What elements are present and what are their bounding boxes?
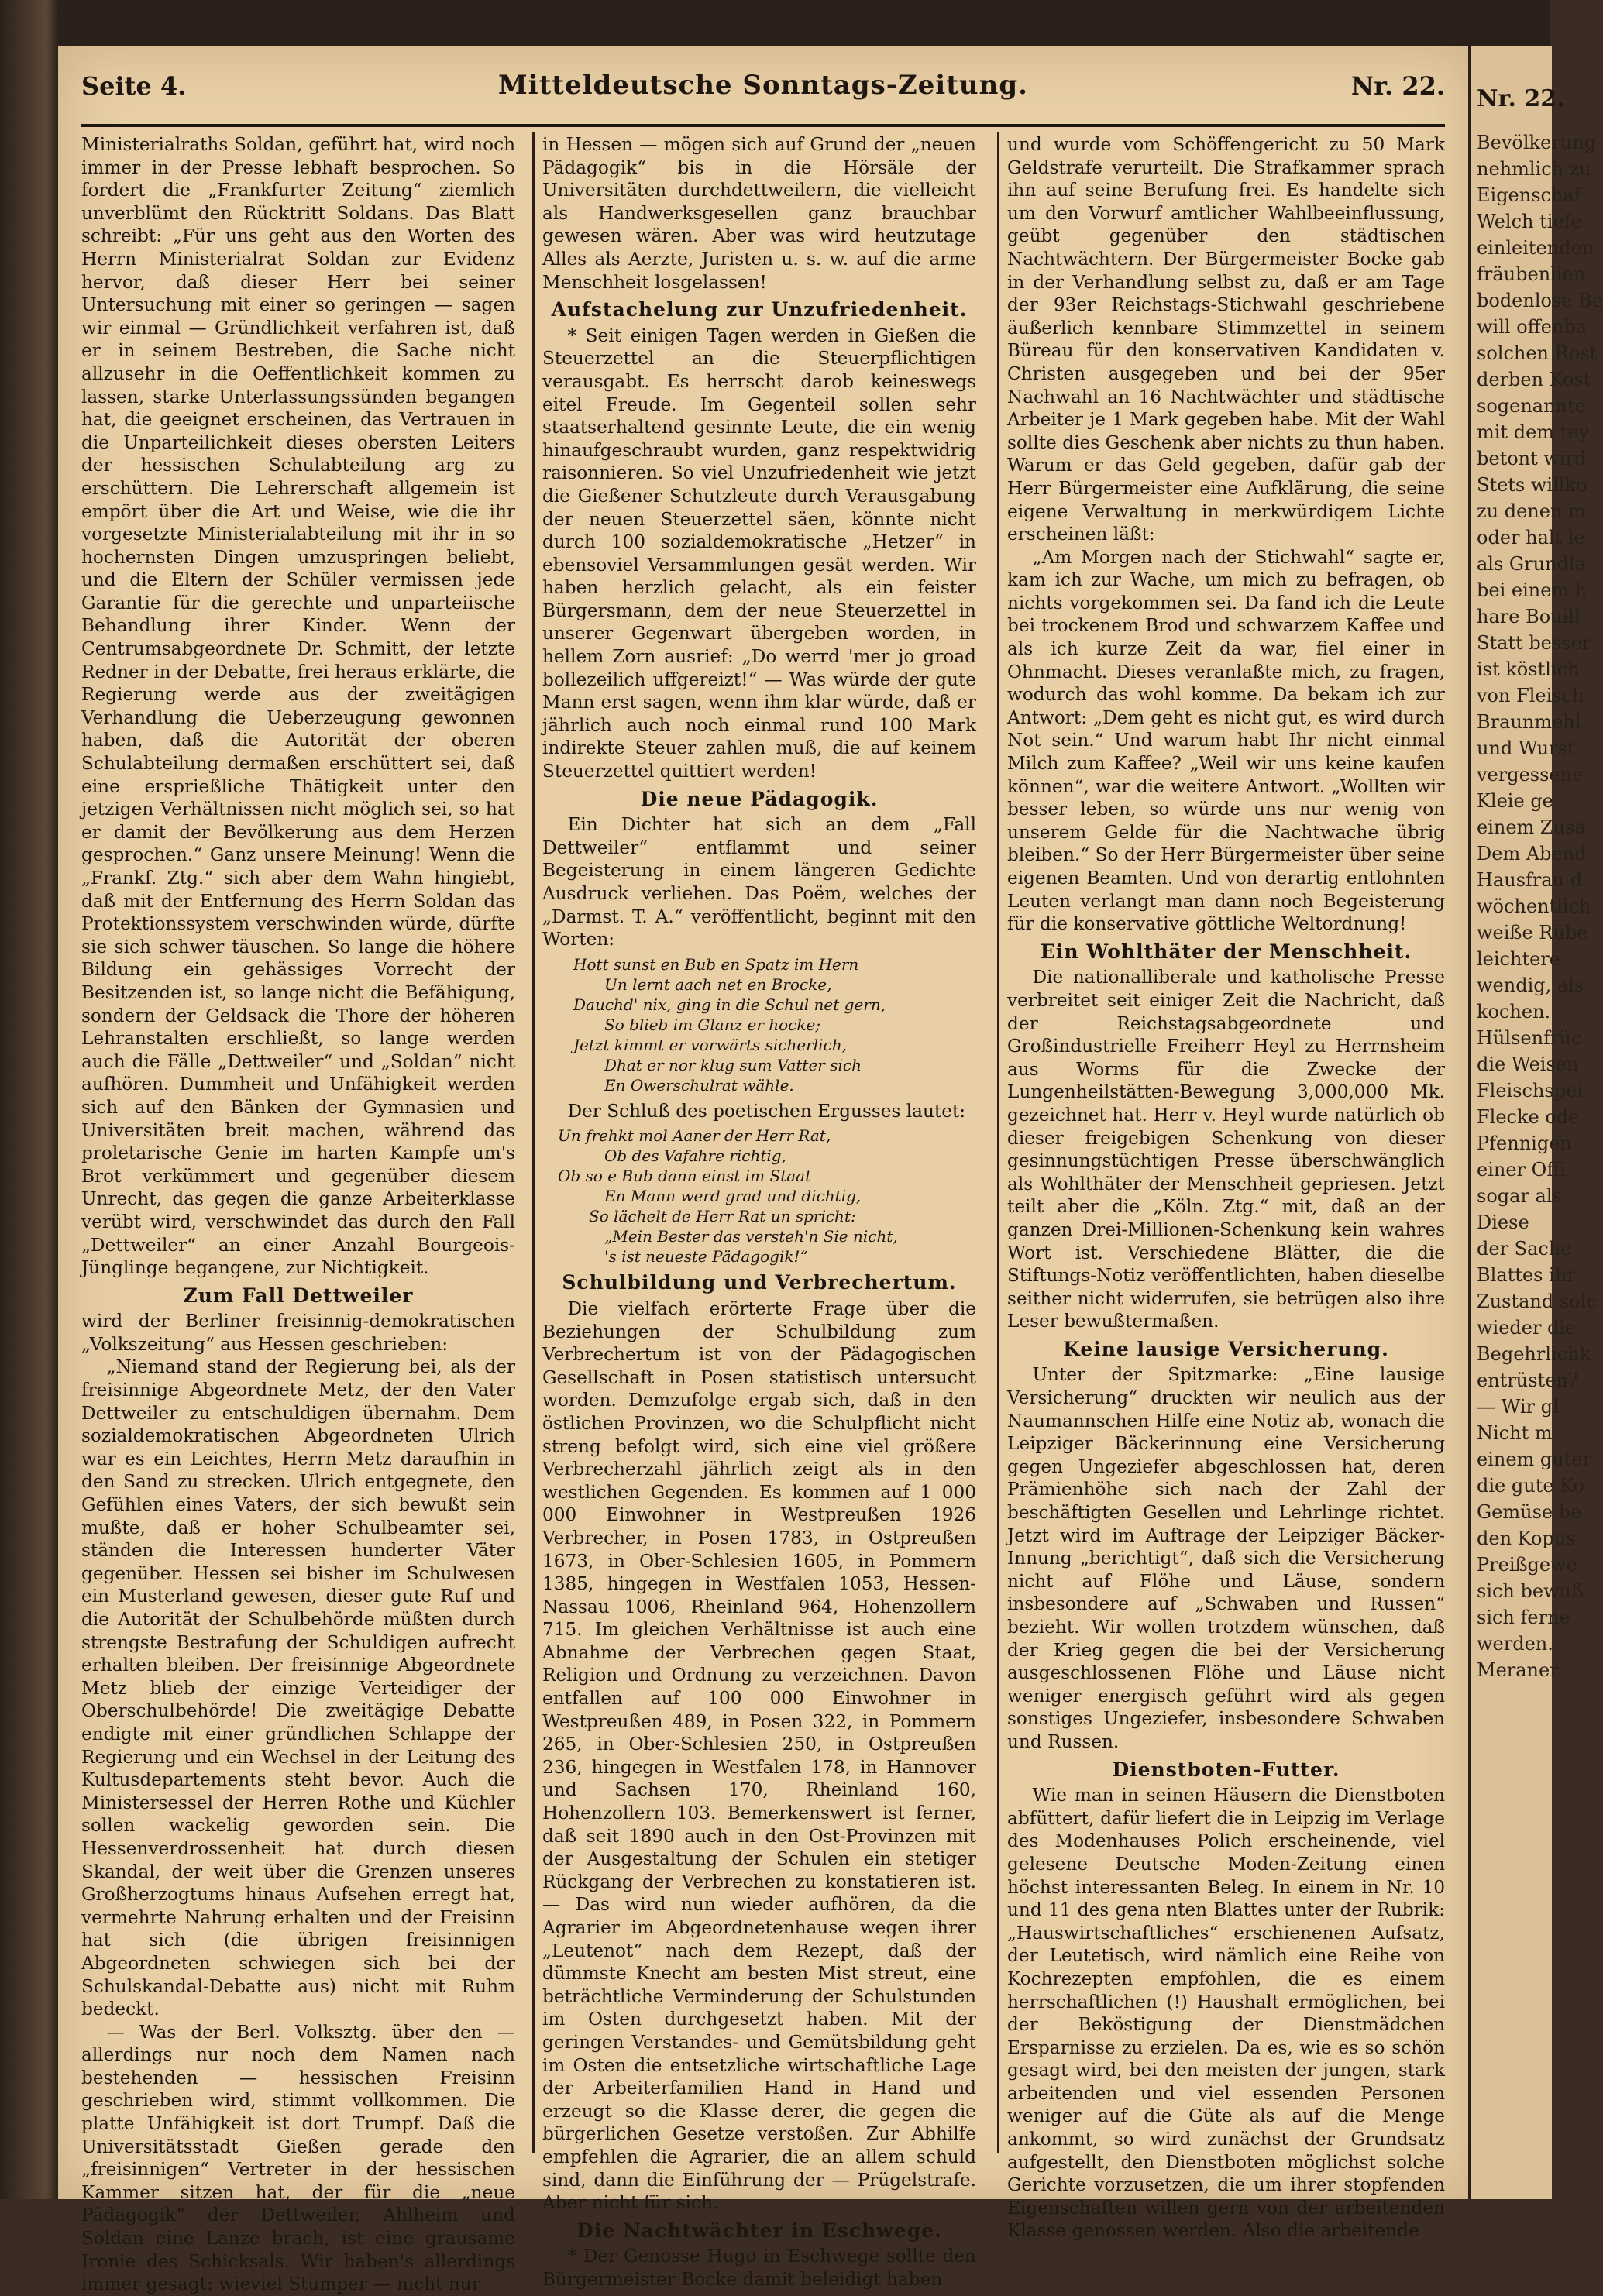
adjacent-page-line: Pfennigen — [1477, 1133, 1572, 1154]
adjacent-page-line: der Sache — [1477, 1238, 1572, 1260]
adjacent-page-line: sich bewuß — [1477, 1580, 1584, 1602]
adjacent-page-line: wendig, als — [1477, 974, 1584, 996]
adjacent-page-line: wieder die — [1477, 1317, 1577, 1339]
adjacent-page-line: Braunmehl — [1477, 711, 1581, 733]
column-1 — [81, 133, 515, 2295]
adjacent-page-edge — [1468, 46, 1603, 2199]
column-3 — [1007, 133, 1445, 2242]
article-paragraph: „Am Morgen nach der Stichwahl“ sagte er, kam ich zur Wache, um mich zu befragen, ob nichts vorgekommen sei. Da fand ich die Leute bei trockenem Brod und schwarzem Kaffee und als ich kurze Zeit da war, fiel einer in Ohnmacht. Dieses veranlaßte mich, zu fragen, wodurch das wohl komme. Da bekam ich zur Antwort: „Dem geht es nicht gut, es wird durch Not sein.“ Und warum habt Ihr nicht einmal Milch zum Kaffee? „Weil wir uns keine kaufen können“, war die weitere Antwort. „Wollten wir besser leben, so würde uns nur wenig von unserem Gelde für die Nachtwache übrig bleiben.“ So der Herr Bürgermeister über seine eigenen Beamten. Und von derartig entlohnten Leuten verlangt man dann noch Begeisterung für die konservative göttliche Weltordnung! — [1007, 546, 1445, 935]
page-number: Seite 4. — [81, 71, 187, 101]
adjacent-page-line: entrüsten? — [1477, 1370, 1578, 1391]
adjacent-page-line: die gute Ko — [1477, 1475, 1584, 1497]
article-heading: Zum Fall Dettweiler — [183, 1284, 414, 1307]
adjacent-page-line: zu denen m — [1477, 500, 1586, 522]
adjacent-page-line: sich ferne — [1477, 1607, 1570, 1628]
article-paragraph: Die nationalliberale und katholische Presse verbreitet seit einiger Zeit die Nachricht, daß der Reichstagsabgeordnete und Großindustrielle Freiherr Heyl zu Herrnsheim aus Worms für die Zwecke der Lungenheilstätten-Bewegung 3,000,000 Mk. gezeichnet hat. Herr v. Heyl wurde natürlich ob dieser freigebigen Schenkung von dieser gesinnungstüchtigen Presse überschwänglich als Wohlthäter der Menschheit gepriesen. Jetzt teilt aber die „Köln. Ztg.“ mit, daß an der ganzen Drei-Millionen-Schenkung kein wahres Wort ist. Verschiedene Blätter, die die Stiftungs-Notiz veröffentlichten, haben dieselbe seither nicht widerrufen, sie betrügen also ihre Leser bewußtermaßen. — [1007, 967, 1445, 1332]
adjacent-page-line: kochen. — [1477, 1001, 1551, 1023]
article-heading: Keine lausige Versicherung. — [1063, 1337, 1389, 1360]
adjacent-page-line: oder halt le — [1477, 527, 1585, 548]
adjacent-page-line: derben Kost — [1477, 369, 1591, 390]
adjacent-page-line: leichtere — [1477, 948, 1560, 970]
article-heading: Die neue Pädagogik. — [640, 787, 879, 810]
adjacent-page-line: solchen Rost — [1477, 342, 1598, 364]
adjacent-page-line: Nicht m — [1477, 1422, 1553, 1444]
adjacent-page-line: will offenba — [1477, 316, 1588, 338]
poem-line: Dauchd' nix, ging in die Schul net gern, — [573, 995, 886, 1014]
adjacent-page-line: Hausfrau d — [1477, 869, 1583, 891]
adjacent-page-line: betont wird — [1477, 448, 1587, 469]
poem-line: En Owerschulrat wähle. — [604, 1075, 794, 1095]
adjacent-page-line: — Wir gl — [1477, 1396, 1559, 1418]
adjacent-page-line: Gemüse be — [1477, 1501, 1582, 1523]
adjacent-page-number: Nr. 22. — [1477, 85, 1565, 112]
adjacent-page-line: Hülsenfrüc — [1477, 1027, 1582, 1049]
newspaper-title: Mitteldeutsche Sonntags-Zeitung. — [498, 70, 1028, 101]
poem-line: Ob so e Bub dann einst im Staat — [558, 1167, 812, 1186]
adjacent-page-line: Preißgewe — [1477, 1554, 1577, 1576]
adjacent-page-line: Bevölkerung — [1477, 132, 1597, 153]
adjacent-page-line: Zustand solc — [1477, 1291, 1597, 1312]
adjacent-page-line: den Kopus — [1477, 1528, 1576, 1549]
poem-line: So blieb im Glanz er hocke; — [604, 1015, 821, 1034]
adjacent-page-line: die Weisen — [1477, 1053, 1579, 1075]
column-rule — [997, 132, 999, 2153]
adjacent-page-line: fräubenlien — [1477, 263, 1586, 285]
adjacent-page-line: und Wurst — [1477, 737, 1575, 759]
adjacent-page-line: sogenannte — [1477, 395, 1586, 417]
poem-line: Dhat er nor klug sum Vatter sich — [604, 1055, 862, 1074]
adjacent-page-line: als Grundla — [1477, 553, 1586, 575]
adjacent-page-line: Stets willko — [1477, 474, 1588, 496]
header-rule — [81, 124, 1445, 127]
poem-line: So lächelt de Herr Rat un spricht: — [589, 1207, 856, 1226]
article-paragraph: und wurde vom Schöffengericht zu 50 Mark Geldstrafe verurteilt. Die Strafkammer sprach ihn auf seine Berufung frei. Es handelte sich um den Vorwurf amtlicher Wahlbeeinflussung, geübt gegenüber den städtischen Nachtwächtern. Der Bürgermeister Bocke gab in der Verhandlung selbst zu, daß er am Tage der 93er Reichstags-Stichwahl geschriebene äußerlich kennbare Stimmzettel in seinem Büreau für den konservativen Kandidaten v. Christen ausgegeben und bei der 95er Nachwahl an 16 Nachtwächter und städtische Arbeiter je 1 Mark gegeben habe. Mit der Wahl sollte dies Geschenk aber nichts zu thun haben. Warum er das Geld gegeben, dafür gab der Herr Bürgermeister eine Aufklärung, die seine eigene Verwaltung in merkwürdigem Lichte erscheinen läßt: — [1007, 134, 1445, 545]
article-paragraph: Der Schluß des poetischen Ergusses lautet: — [567, 1100, 966, 1122]
poem-stanza — [542, 954, 976, 1095]
article-paragraph: Ministerialraths Soldan, geführt hat, wird noch immer in der Presse lebhaft besprochen. So fordert die „Frankfurter Zeitung“ ziemlich unverblümt den Rücktritt Soldans. Das Blatt schreibt: „Für uns geht aus den Worten des Herrn Ministerialrat Soldan zur Evidenz hervor, daß dieser Herr bei seiner Untersuchung mit einer so geringen — sagen wir einmal — Gründlichkeit verfahren ist, daß er in seinem Bestreben, die Sache nicht allzusehr in die Oeffentlichkeit kommen zu lassen, starke Unterlassungssünden begangen hat, die geeignet erscheinen, das Vertrauen in die Unparteilichkeit dieses obersten Leiters der hessischen Schulabteilung arg zu erschüttern. Die Lehrerschaft allgemein ist empört über die Art und Weise, wie die ihr vorgesetzte Ministerialabteilung mit ihr in so hochernsten Dingen umzuspringen beliebt, und die Eltern der Schüler vermissen jede Garantie für die gerechte und unparteiische Behandlung ihrer Kinder. Wenn der Centrumsabgeordnete Dr. Schmitt, der letzte Redner in der Debatte, frei heraus erklärte, die Regierung werde aus der zweitägigen Verhandlung die Ueberzeugung gewonnen haben, daß die Autorität der oberen Schulabteilung dermaßen erschüttert sei, daß eine ersprießliche Thätigkeit unter den jetzigen Verhältnissen nicht möglich sei, so hat er damit der Bevölkerung aus dem Herzen gesprochen.“ Ganz unsere Meinung! Wenn die „Frankf. Ztg.“ sich aber dem Wahn hingiebt, daß mit der Entfernung des Herrn Soldan das Protektionssystem verschwinden würde, dürfte sie sich schwer täuschen. So lange die höhere Bildung ein gehässiges Vorrecht der Besitzenden ist, so lange nicht die Befähigung, sondern der Geldsack die Thore der höheren Lehranstalten erschließt, so lange werden auch die Fälle „Dettweiler“ und „Soldan“ nicht aufhören. Dummheit und Unfähigkeit werden sich auf den Bänken der Gymnasien und Universitäten breit machen, während das proletarische Genie im harten Kampfe um's Brot verkümmert und gegenüber diesem Unrecht, das gegen die ganze Arbeiterklasse verübt wird, verschwindet das durch den Fall „Dettweiler“ an einer Anzahl Bourgeois-Jünglinge begangene, zur Nichtigkeit. — [81, 134, 515, 1279]
adjacent-page-line: mit dem tey — [1477, 421, 1590, 443]
article-paragraph: in Hessen — mögen sich auf Grund der „neuen Pädagogik“ bis in die Hörsäle der Universitäten durchdettweilern, die vielleicht als Handwerksgesellen ganz brauchbar gewesen wären. Aber was wird heutzutage Alles als Aerzte, Juristen u. s. w. auf die arme Menschheit losgelassen! — [542, 134, 976, 293]
article-paragraph: wird der Berliner freisinnig-demokratischen „Volkszeitung“ aus Hessen geschrieben: — [81, 1311, 515, 1355]
article-paragraph: Unter der Spitzmarke: „Eine lausige Versicherung“ druckten wir neulich aus der Naumannschen Hilfe eine Notiz ab, wonach die Leipziger Bäckerinnung eine Versicherung gegen Ungeziefer abgeschlossen hat, deren Prämienhöhe sich nach der Zahl der beschäftigten Gesellen und Lehrlinge richtet. Jetzt wird im Auftrage der Leipziger Bäcker-Innung „berichtigt“, daß sich die Versicherung nicht auf Flöhe und Läuse, sondern insbesondere auf „Schwaben und Russen“ bezieht. Wir wollen trotzdem wünschen, daß der Krieg gegen die bei der Versicherung ausgeschlossenen Flöhe und Läuse nicht weniger energisch geführt wird als gegen sonstiges Ungeziefer, insbesondere Schwaben und Russen. — [1007, 1364, 1445, 1752]
issue-number: Nr. 22. — [1350, 71, 1445, 101]
poem-line: Hott sunst en Bub en Spatz im Hern — [573, 954, 859, 974]
adjacent-page-line: Diese — [1477, 1212, 1529, 1233]
article-heading: Schulbildung und Verbrechertum. — [562, 1271, 957, 1294]
masthead — [81, 62, 1445, 108]
article-paragraph: „Niemand stand der Regierung bei, als der freisinnige Abgeordnete Metz, der den Vater Dettweiler zu entschuldigen übernahm. Dem sozialdemokratischen Abgeordneten Ulrich war es ein Leichtes, Herrn Metz daraufhin in den Sand zu strecken. Ulrich entgegnete, den Gefühlen eines Vaters, der sich bewußt sein mußte, daß er hoher Schulbeamter sei, ständen die Interessen hunderter Väter gegenüber. Hessen sei bisher im Schulwesen ein Musterland gewesen, dieser gute Ruf und die Autorität der Schulbehörde müßten durch strengste Bestrafung der Schuldigen aufrecht erhalten bleiben. Der freisinnige Abgeordnete Metz blieb der einzige Verteidiger der Oberschulbehörde! Die zweitägige Debatte endigte mit einer gründlichen Schlappe der Regierung und ein Wechsel in der Leitung des Kultusdepartements steht bevor. Auch die Ministersessel der Herren Rothe und Küchler sollen wackelig geworden sein. Die Hessenverdrossenheit hat durch diesen Skandal, der weit über die Grenzen unseres Großherzogtums hinaus Aufsehen erregt hat, vermehrte Nahrung erhalten und der Freisinn hat sich (die übrigen freisinnigen Abgeordneten schwiegen sich bei der Schulskandal-Debatte aus) nicht mit Ruhm bedeckt. — [81, 1356, 515, 2020]
adjacent-page-line: Statt besser — [1477, 632, 1591, 654]
adjacent-page-line: von Fleisch — [1477, 685, 1584, 706]
article-heading: Dienstboten-Futter. — [1112, 1758, 1340, 1781]
article-paragraph: Wie man in seinen Häusern die Dienstboten abfüttert, dafür liefert die in Leipzig im Verlage des Modenhauses Polich erscheinende, viel gelesene Deutsche Moden-Zeitung einen höchst interessanten Beleg. In einem in Nr. 10 und 11 des gena nten Blattes unter der Rubrik: „Hauswirtschaftliches“ erschienenen Aufsatz, der Leutetisch, wird nämlich eine Reihe von Kochrezepten empfohlen, die es einem herrschaftlichen (!) Haushalt ermöglichen, bei der Beköstigung der Dienstmädchen Ersparnisse zu erzielen. Da es, wie es so schön gesagt wird, bei den meisten der jungen, stark arbeitenden und viel essenden Personen weniger auf die Güte als auf die Menge ankommt, so wird zunächst der Grundsatz aufgestellt, den Dienstboten möglichst solche Gerichte vorzusetzen, die um ihrer stopfenden Eigenschaften willen gern von der arbeitenden Klasse genossen werden. Also die arbeitende — [1007, 1785, 1445, 2242]
adjacent-page-line: hare Bouill — [1477, 606, 1581, 627]
adjacent-page-line: Meraner — [1477, 1659, 1559, 1681]
adjacent-page-line: Welch tiefe — [1477, 211, 1582, 232]
adjacent-page-line: Blattes ihr — [1477, 1264, 1576, 1286]
adjacent-page-line: sogar als — [1477, 1185, 1562, 1207]
adjacent-page-line: einleitenden — [1477, 237, 1594, 259]
column-2 — [542, 133, 976, 2290]
adjacent-page-line: Flecke ode — [1477, 1106, 1580, 1128]
adjacent-page-line: nehmlich zu — [1477, 158, 1591, 180]
adjacent-page-line: Eigenschaf — [1477, 184, 1581, 206]
article-paragraph: * Seit einigen Tagen werden in Gießen die Steuerzettel an die Steuerpflichtigen verausgabt. Es herrscht darob keineswegs eitel Freude. Im Gegenteil sollen sehr staatserhaltend gesinnte Leute, die ein wenig hinaufgeschraubt wurden, ganz respektwidrig raisonnieren. So viel Unzufriedenheit wie jetzt die Gießener Schutzleute durch Verausgabung der neuen Steuerzettel säen, könnte nicht durch 100 sozialdemokratische „Hetzer“ in ebensoviel Versammlungen gesät werden. Wir haben herzlich gelacht, als ein feister Bürgersmann, dem der neue Steuerzettel in unserer Gegenwart übergeben worden, in hellem Zorn ausrief: „Do werrd 'mer jo groad bollezeilich uffgereizt!“ — Was würde der gute Mann erst sagen, wenn ihm klar würde, daß er jährlich auch noch einmal rund 100 Mark indirekte Steuer zahlen muß, die auf keinem Steuerzettel quittiert werden! — [542, 325, 976, 782]
adjacent-page-line: bei einem h — [1477, 579, 1588, 601]
adjacent-page-line: wöchentlich — [1477, 895, 1591, 917]
poem-line: „Mein Bester das versteh'n Sie nicht, — [604, 1227, 898, 1246]
adjacent-page-line: einer Offi — [1477, 1159, 1567, 1181]
adjacent-page-line: Kleie ge — [1477, 790, 1553, 812]
article-heading: Die Nachtwächter in Eschwege. — [576, 2219, 942, 2242]
adjacent-page-line: werden. — [1477, 1633, 1553, 1655]
adjacent-page-line: einem Zusa — [1477, 816, 1586, 838]
article-heading: Aufstachelung zur Unzufriedenheit. — [551, 298, 968, 321]
adjacent-page-line: ist köstlich — [1477, 658, 1580, 680]
poem-line: Un frehkt mol Aaner der Herr Rat, — [558, 1126, 831, 1146]
adjacent-page-line: einem guter — [1477, 1449, 1592, 1470]
adjacent-page-line: weiße Rübe — [1477, 922, 1588, 943]
column-rule — [532, 132, 535, 2153]
adjacent-page-line: Dem Abend — [1477, 843, 1587, 864]
article-paragraph: Ein Dichter hat sich an dem „Fall Dettweiler“ entflammt und seiner Begeisterung in einem längeren Gedichte Ausdruck verliehen. Das Poëm, welches der „Darmst. T. A.“ veröffentlicht, beginnt mit den Worten: — [542, 814, 976, 950]
poem-stanza — [542, 1126, 976, 1267]
article-paragraph: — Was der Berl. Volksztg. über den — allerdings nur noch dem Namen nach bestehenden — hessischen Freisinn geschrieben wird, stimmt vollkommen. Die platte Unfähigkeit ist dort Trumpf. Daß die Universitätsstadt Gießen gerade den „freisinnigen“ Vertreter in der hessischen Kammer sitzen hat, der für die „neue Pädagogik“ der Dettweiler, Ahlheim und Soldan eine Lanze brach, ist eine grausame Ironie des Schicksals. Wir haben's allerdings immer gesagt: wieviel Stümper — nicht nur — [81, 2021, 515, 2295]
adjacent-page-line: bodenlose Be — [1477, 290, 1603, 311]
article-heading: Ein Wohlthäter der Menschheit. — [1040, 940, 1412, 963]
article-paragraph: * Der Genosse Hugo in Eschwege sollte den Bürgermeister Bocke damit beleidigt haben — [542, 2246, 976, 2290]
poem-line: Un lernt aach net en Brocke, — [604, 974, 832, 994]
poem-line: Ob des Vafahre richtig, — [604, 1146, 786, 1166]
adjacent-page-line: Begehrlichk — [1477, 1343, 1591, 1365]
article-paragraph: Die vielfach erörterte Frage über die Beziehungen der Schulbildung zum Verbrechertum ist von der Pädagogischen Gesellschaft in Posen statistisch untersucht worden. Demzufolge ergab sich, daß in den östlichen Provinzen, wo die Schulpflicht nicht streng befolgt wird, sich eine viel größere Verbrecherzahl jährlich zeigt als in den westlichen Gegenden. Es kommen auf 1 000 000 Einwohner in Westpreußen 1926 Verbrecher, in Posen 1783, in Ostpreußen 1673, in Ober-Schlesien 1605, in Pommern 1385, hingegen in Westfalen 1053, Hessen-Nassau 1006, Rheinland 964, Hohenzollern 715. Im gleichen Verhältnisse ist auch eine Abnahme der Verbrechen gegen Staat, Religion und Ordnung zu verzeichnen. Davon entfallen auf 100 000 Einwohner in Westpreußen 489, in Posen 322, in Pommern 265, in Ober-Schlesien 250, in Ostpreußen 236, hingegen in Westfalen 178, in Hannover und Sachsen 170, Rheinland 160, Hohenzollern 103. Bemerkenswert ist ferner, daß seit 1890 auch in den Ost-Provinzen mit der Ausgestaltung der Schulen ein stetiger Rückgang der Verbrechen zu konstatieren ist. — Das wird nun wieder aufhören, da die Agrarier im Abgeordnetenhause wegen ihrer „Leutenot“ nach dem Rezept, daß der dümmste Knecht am besten Mist streut, eine beträchtliche Verminderung der Schulstunden im Osten durchgesetzt haben. Mit der geringen Verstandes- und Gemütsbildung geht im Osten die entsetzliche wirtschaftliche Lage der Arbeiterfamilien Hand in Hand und erzeugt so die Klasse derer, die gegen die bürgerlichen Gesetze verstoßen. Zur Abhilfe empfehlen die Agrarier, die an allem schuld sind, dann die Einführung der — Prügelstrafe. Aber nicht für sich. — [542, 1298, 976, 2214]
poem-line: 's ist neueste Pädagogik!“ — [604, 1247, 808, 1267]
adjacent-page-line: Fleischspei — [1477, 1080, 1583, 1102]
poem-line: En Mann werd grad und dichtig, — [604, 1187, 862, 1206]
poem-line: Jetzt kimmt er vorwärts sicherlich, — [573, 1035, 847, 1054]
adjacent-page-line: vergessene — [1477, 764, 1584, 785]
